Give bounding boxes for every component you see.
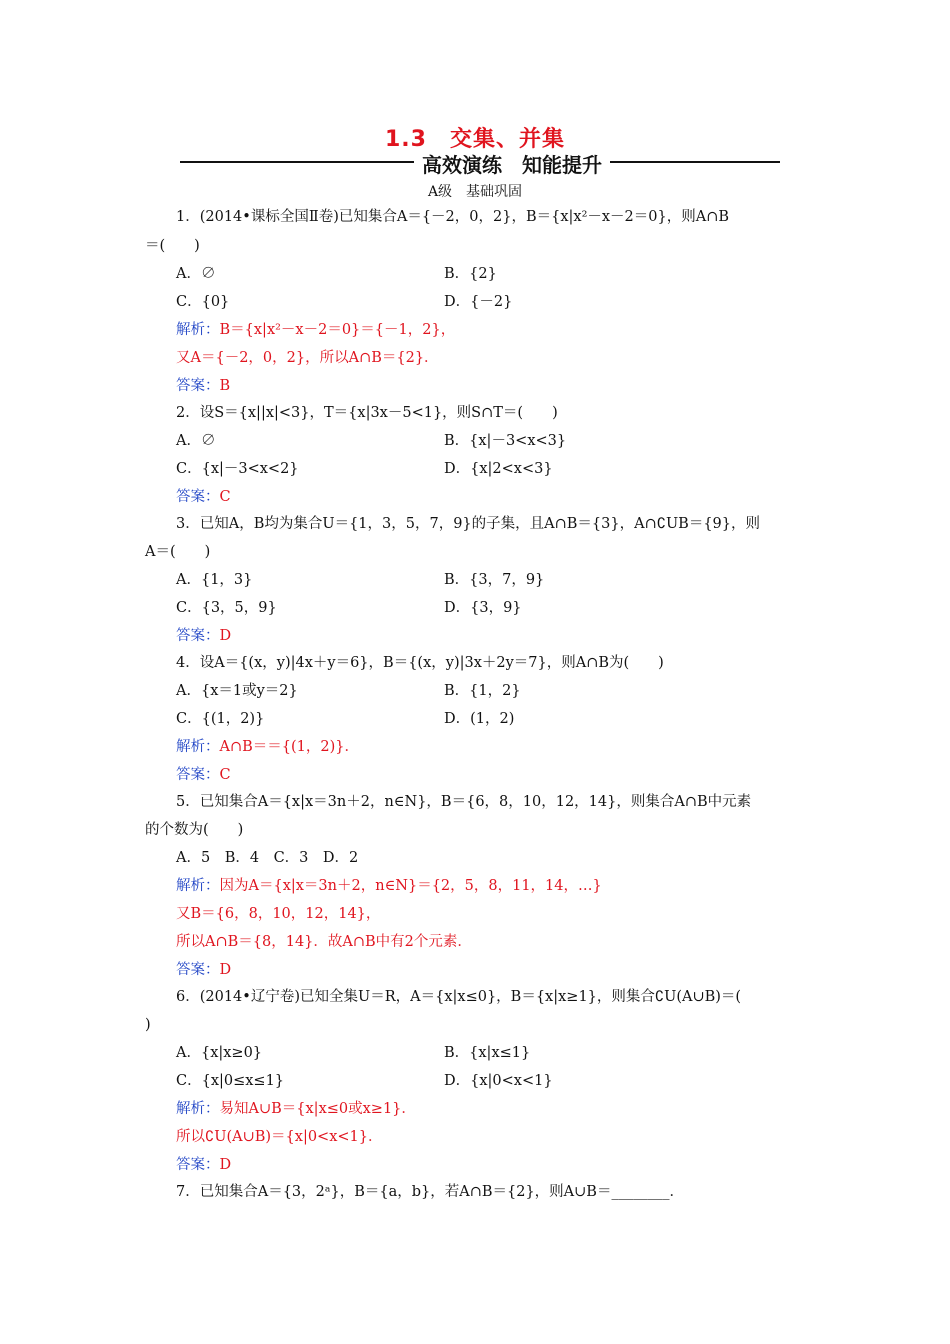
answer-value: C — [219, 489, 231, 505]
answer-option: B．{3，7，9} — [444, 572, 545, 588]
question-text: 的个数为( ) — [145, 822, 244, 838]
question-text: 7．已知集合A＝{3，2ᵃ}，B＝{a，b}，若A∩B＝{2}，则A∪B＝________． — [176, 1184, 684, 1200]
answer-value: B — [219, 378, 231, 394]
analysis-text: 又B＝{6，8，10，12，14}， — [176, 906, 381, 922]
answer-line — [176, 765, 231, 785]
answer-option: D．{－2} — [444, 294, 513, 310]
question-text: 5．已知集合A＝{x|x＝3n＋2，n∈N}，B＝{6，8，10，12，14}，则集合A∩B中元素 — [176, 794, 752, 810]
level-heading: A级 基础巩固 — [427, 184, 523, 200]
analysis-text: 所以A∩B＝{8，14}．故A∩B中有2个元素． — [176, 934, 472, 950]
analysis-line — [176, 876, 602, 896]
question-text: 2．设S＝{x||x|<3}，T＝{x|3x－5<1}，则S∩T＝( ) — [176, 405, 558, 421]
answer-label: 答案： — [176, 378, 220, 394]
answer-line — [176, 376, 230, 396]
answer-option: A．{x|x≥0} — [176, 1045, 263, 1061]
analysis-text: B＝{x|x²－x－2＝0}＝{－1，2}， — [219, 322, 456, 338]
analysis-text: 又A＝{－2，0，2}，所以A∩B＝{2}． — [176, 350, 439, 366]
answer-option: B．{x|x≤1} — [444, 1045, 531, 1061]
answer-option: A．∅ — [176, 433, 216, 449]
answer-label: 答案： — [176, 767, 220, 783]
analysis-text: 易知A∪B＝{x|x≤0或x≥1}． — [219, 1101, 416, 1117]
answer-option: D．{3，9} — [444, 600, 522, 616]
answer-option: D．{x|0<x<1} — [444, 1073, 553, 1089]
question-text: 1．(2014•课标全国Ⅱ卷)已知集合A＝{－2，0，2}，B＝{x|x²－x－2＝0}，则A∩B — [176, 209, 730, 225]
answer-option: C．{3，5，9} — [176, 600, 277, 616]
analysis-line — [176, 1099, 416, 1119]
answer-value: D — [219, 628, 232, 644]
answer-label: 答案： — [176, 962, 220, 978]
answer-line — [176, 626, 231, 646]
analysis-text: 因为A＝{x|x＝3n＋2，n∈N}＝{2，5，8，11，14，…} — [219, 878, 602, 894]
question-text: ) — [145, 1017, 151, 1033]
answer-value: D — [219, 962, 232, 978]
analysis-text: 所以∁U(A∪B)＝{x|0<x<1}． — [176, 1129, 383, 1145]
analysis-text: A∩B＝＝{(1，2)}． — [219, 739, 359, 755]
answer-option: C．{(1，2)} — [176, 711, 265, 727]
subtitle-rule-right — [610, 161, 780, 163]
answer-label: 答案： — [176, 489, 220, 505]
subtitle-banner — [180, 149, 780, 175]
analysis-label: 解析： — [176, 1101, 220, 1117]
answer-option: C．{0} — [176, 294, 230, 310]
answer-option: A．{1，3} — [176, 572, 253, 588]
question-text: A＝( ) — [145, 544, 211, 560]
answer-option: A．{x＝1或y＝2} — [176, 683, 298, 699]
answer-option: C．{x|0≤x≤1} — [176, 1073, 285, 1089]
question-text: A．5 B．4 C．3 D．2 — [176, 850, 359, 866]
answer-option: C．{x|－3<x<2} — [176, 461, 299, 477]
answer-label: 答案： — [176, 1157, 220, 1173]
subtitle-rule-left — [180, 161, 414, 163]
analysis-line — [176, 320, 455, 340]
answer-option: D．{x|2<x<3} — [444, 461, 553, 477]
answer-option: B．{2} — [444, 266, 497, 282]
analysis-label: 解析： — [176, 739, 220, 755]
analysis-label: 解析： — [176, 322, 220, 338]
question-text: ＝( ) — [145, 238, 200, 254]
analysis-label: 解析： — [176, 878, 220, 894]
answer-option: B．{x|－3<x<3} — [444, 433, 567, 449]
question-text: 3．已知A，B均为集合U＝{1，3，5，7，9}的子集，且A∩B＝{3}，A∩∁UB＝{9}，则 — [176, 516, 760, 532]
question-text: 6．(2014•辽宁卷)已知全集U＝R，A＝{x|x≤0}，B＝{x|x≥1}，则集合∁U(A∪B)＝( — [176, 989, 742, 1005]
section-title: 1.3 交集、并集 — [385, 127, 565, 152]
answer-value: C — [219, 767, 231, 783]
answer-option: D．(1，2) — [444, 711, 515, 727]
answer-line — [176, 960, 231, 980]
answer-option: A．∅ — [176, 266, 216, 282]
question-text: 4．设A＝{(x，y)|4x＋y＝6}，B＝{(x，y)|3x＋2y＝7}，则A∩B为( ) — [176, 655, 664, 671]
answer-value: D — [219, 1157, 232, 1173]
answer-option: B．{1，2} — [444, 683, 521, 699]
analysis-line — [176, 737, 359, 757]
answer-line — [176, 487, 231, 507]
answer-label: 答案： — [176, 628, 220, 644]
answer-line — [176, 1155, 231, 1175]
subtitle: 高效演练 知能提升 — [422, 153, 602, 177]
